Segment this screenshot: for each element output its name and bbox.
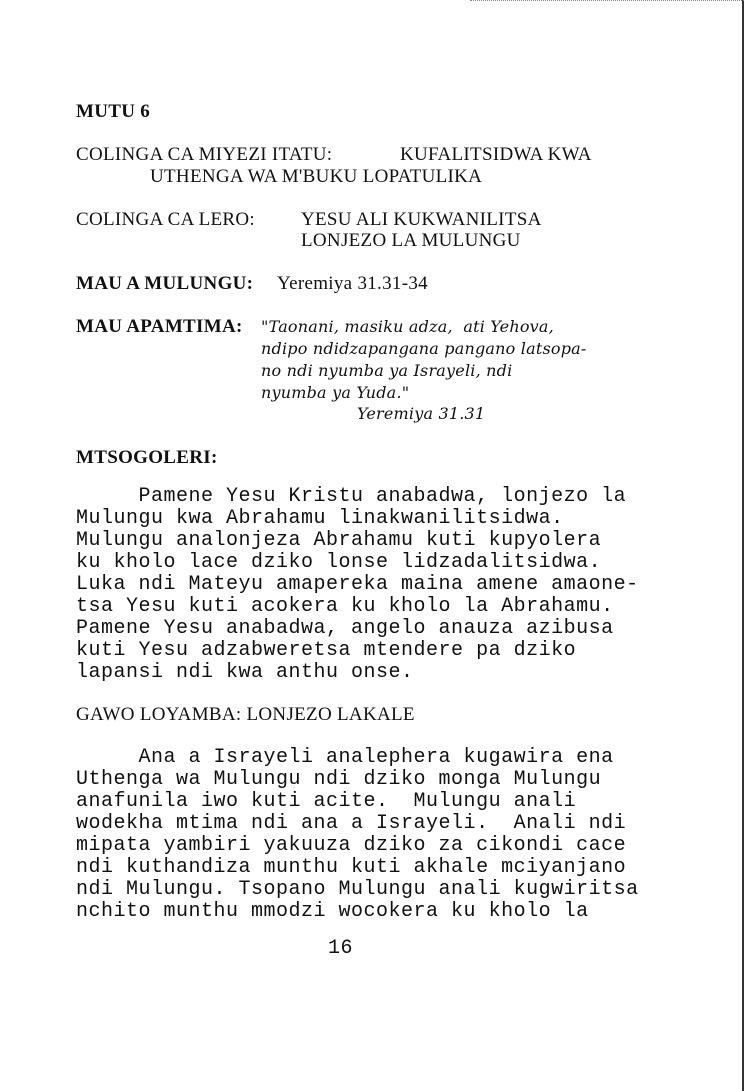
text-line: nchito munthu mmodzi wocokera ku kholo la xyxy=(76,900,589,923)
text-line: tsa Yesu kuti acokera ku kholo la Abrahamu. xyxy=(76,595,614,618)
memory-line: no ndi nyumba ya Israyeli, ndi xyxy=(261,361,513,380)
text-line: Ana a Israyeli analephera kugawira ena xyxy=(76,746,614,769)
today-label: COLINGA CA LERO: xyxy=(76,209,255,230)
text-line: lapansi ndi kwa anthu onse. xyxy=(76,661,414,684)
page-number: 16 xyxy=(328,937,354,960)
scripture-label: MAU A MULUNGU: xyxy=(76,273,254,294)
page-edge xyxy=(742,0,744,1091)
text-line: Uthenga wa Mulungu ndi dziko monga Mulungu xyxy=(76,768,602,791)
text-line: ku kholo lace dziko lonse lidzadalitsidwa. xyxy=(76,551,602,574)
text-line: Mulungu kwa Abrahamu linakwanilitsidwa. xyxy=(76,507,564,530)
quarter-value-2: UTHENGA WA M'BUKU LOPATULIKA xyxy=(150,166,483,187)
text-line: Luka ndi Mateyu amapereka maina amene amaone- xyxy=(76,573,639,596)
text-line: mipata yambiri yakuuza dziko za cikondi cace xyxy=(76,834,627,857)
text-line: ndi kuthandiza munthu kuti akhale mciyanjano xyxy=(76,856,627,879)
today-value-1: YESU ALI KUKWANILITSA xyxy=(301,209,542,230)
chapter-heading: MUTU 6 xyxy=(76,101,151,122)
memory-line: ndipo ndidzapangana pangano latsopa- xyxy=(261,339,587,358)
scripture-value: Yeremiya 31.31-34 xyxy=(277,273,428,294)
quarter-label: COLINGA CA MIYEZI ITATU: xyxy=(76,144,333,165)
text-line: Pamene Yesu anabadwa, angelo anauza azibusa xyxy=(76,617,614,640)
section-heading: GAWO LOYAMBA: LONJEZO LAKALE xyxy=(76,704,415,725)
memory-line: "Taonani, masiku adza, ati Yehova, xyxy=(261,317,554,336)
text-line: kuti Yesu adzabweretsa mtendere pa dziko xyxy=(76,639,577,662)
quarter-value-1: KUFALITSIDWA KWA xyxy=(400,144,592,165)
intro-label: MTSOGOLERI: xyxy=(76,447,218,468)
today-value-2: LONJEZO LA MULUNGU xyxy=(301,230,521,251)
memory-label: MAU APAMTIMA: xyxy=(76,316,243,337)
memory-reference: Yeremiya 31.31 xyxy=(357,404,486,423)
text-line: Mulungu analonjeza Abrahamu kuti kupyolera xyxy=(76,529,602,552)
memory-line: nyumba ya Yuda." xyxy=(261,383,410,402)
text-line: ndi Mulungu. Tsopano Mulungu anali kugwiritsa xyxy=(76,878,639,901)
text-line: anafunila iwo kuti acite. Mulungu anali xyxy=(76,790,577,813)
page-top-edge xyxy=(470,0,744,1)
text-line: wodekha mtima ndi ana a Israyeli. Anali ndi xyxy=(76,812,627,835)
text-line: Pamene Yesu Kristu anabadwa, lonjezo la xyxy=(76,485,627,508)
